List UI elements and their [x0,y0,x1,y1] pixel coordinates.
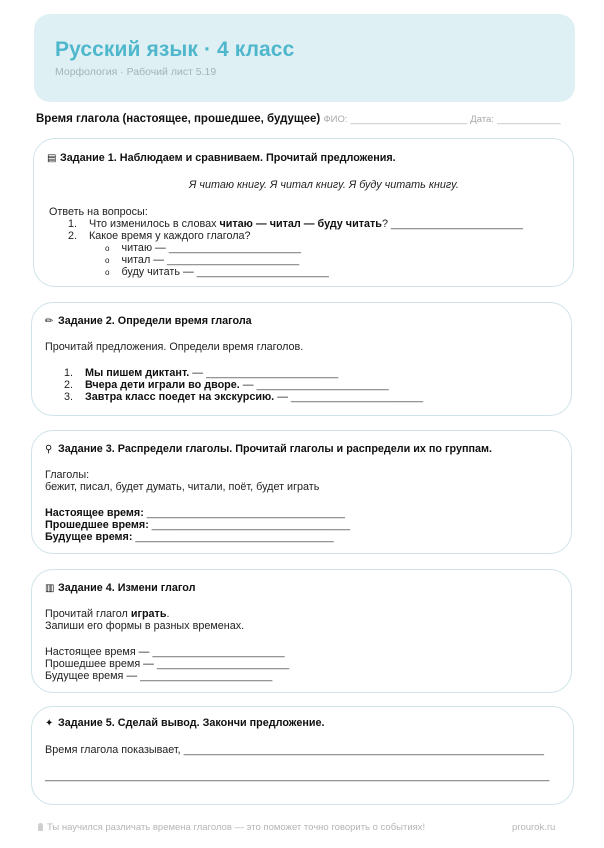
pencil-icon: ✏ [45,316,54,327]
task-5-answer-line [45,770,549,782]
task-5-title: ✦ Задание 5. Сделай вывод. Закончи предложение. [45,717,325,729]
task-3-future: Будущее время: _________________________________ [45,531,334,543]
task-1-card [33,138,574,287]
answer-field[interactable]: _________________________________ [146,507,345,519]
answer-field[interactable]: ______________________ [152,646,285,658]
task-2-item: 1. Мы пишем диктант. — ______________________ [64,367,339,379]
answer-field[interactable]: ______________________ [156,658,290,670]
task-1-question-2: 2. Какое время у каждого глагола? [68,230,251,242]
task-1-bullet: o читаю — ______________________ [105,242,301,254]
task-4-form: Будущее время — ______________________ [45,670,273,682]
answer-field[interactable]: ______________________ [290,391,424,403]
task-2-intro: Прочитай предложения. Определи время глаголов. [45,341,304,353]
date-field[interactable]: ____________ [497,114,561,125]
task-3-verbs: бежит, писал, будет думать, читали, поёт, будет играть [45,481,320,493]
answer-field[interactable]: ______________________ [390,218,524,230]
answer-field[interactable]: ______________________ [140,670,273,682]
book-icon: ▤ [47,153,57,164]
task-3-title: ⚲ Задание 3. Распредели глаголы. Прочитай глаголы и распредели их по группам. [45,443,493,455]
answer-field[interactable]: ____________________________________________________________________________________ [45,770,550,782]
answer-field[interactable]: ____________________________________________________________ [183,744,544,756]
task-3-past: Прошедшее время: _________________________________ [45,519,350,531]
task-3-present: Настоящее время: _________________________________ [45,507,345,519]
topic-title: Время глагола (настоящее, прошедшее, будущее) [36,113,321,125]
date-label: Дата: [470,114,494,125]
task-2-item: 3. Завтра класс поедет на экскурсию. — ______________________ [64,391,424,403]
name-label: ФИО: [323,114,348,125]
task-1-bullet: o буду читать — ______________________ [105,266,329,278]
task-1-bullet: o читал — ______________________ [105,254,300,266]
answer-field[interactable]: ______________________ [206,367,339,379]
books-icon: ▥ [45,583,55,594]
task-4-form: Прошедшее время — ______________________ [45,658,290,670]
task-1-title: ▤ Задание 1. Наблюдаем и сравниваем. Прочитай предложения. [47,152,396,164]
task-2-item: 2. Вчера дети играли во дворе. — ______________________ [64,379,389,391]
task-4-write: Запиши его формы в разных временах. [45,620,245,632]
worksheet-header [34,14,575,102]
answer-field[interactable]: ______________________ [196,266,329,278]
sparkle-icon: ✦ [45,718,54,729]
name-field[interactable]: ______________________ [350,114,467,125]
task-1-question-1: 1. Что изменилось в словах читаю — читал — буду читать? ______________________ [68,218,524,230]
task-4-read: Прочитай глагол играть. [45,608,170,620]
task-1-sentences: Я читаю книгу. Я читал книгу. Я буду читать книгу. [189,179,459,191]
task-5-prompt: Время глагола показывает, ____________________________________________________________ [45,744,544,756]
task-4-title: ▥ Задание 4. Измени глагол [45,582,196,594]
topic-line [36,113,581,125]
page-subtitle: Морфология · Рабочий лист 5.19 [55,66,217,78]
answer-field[interactable]: _________________________________ [135,531,334,543]
task-4-card [31,569,572,693]
task-5-card [31,706,574,805]
answer-field[interactable]: ______________________ [168,242,301,254]
search-icon: ⚲ [45,444,53,455]
task-1-questions-label: Ответь на вопросы: [49,206,148,218]
task-3-verbs-label: Глаголы: [45,469,90,481]
answer-field[interactable]: _________________________________ [151,519,350,531]
footer-tip: Ты научился различать времена глаголов — это поможет точно говорить о событиях! [38,822,425,833]
page-title: Русский язык · 4 класс [55,38,295,61]
task-3-card [31,430,572,554]
answer-field[interactable]: ______________________ [167,254,300,266]
task-4-form: Настоящее время — ______________________ [45,646,285,658]
task-2-card [31,302,572,416]
answer-field[interactable]: ______________________ [256,379,389,391]
lightbulb-icon [38,823,43,831]
task-2-title: ✏ Задание 2. Определи время глагола [45,315,252,327]
footer-site[interactable]: prourok.ru [512,822,556,833]
